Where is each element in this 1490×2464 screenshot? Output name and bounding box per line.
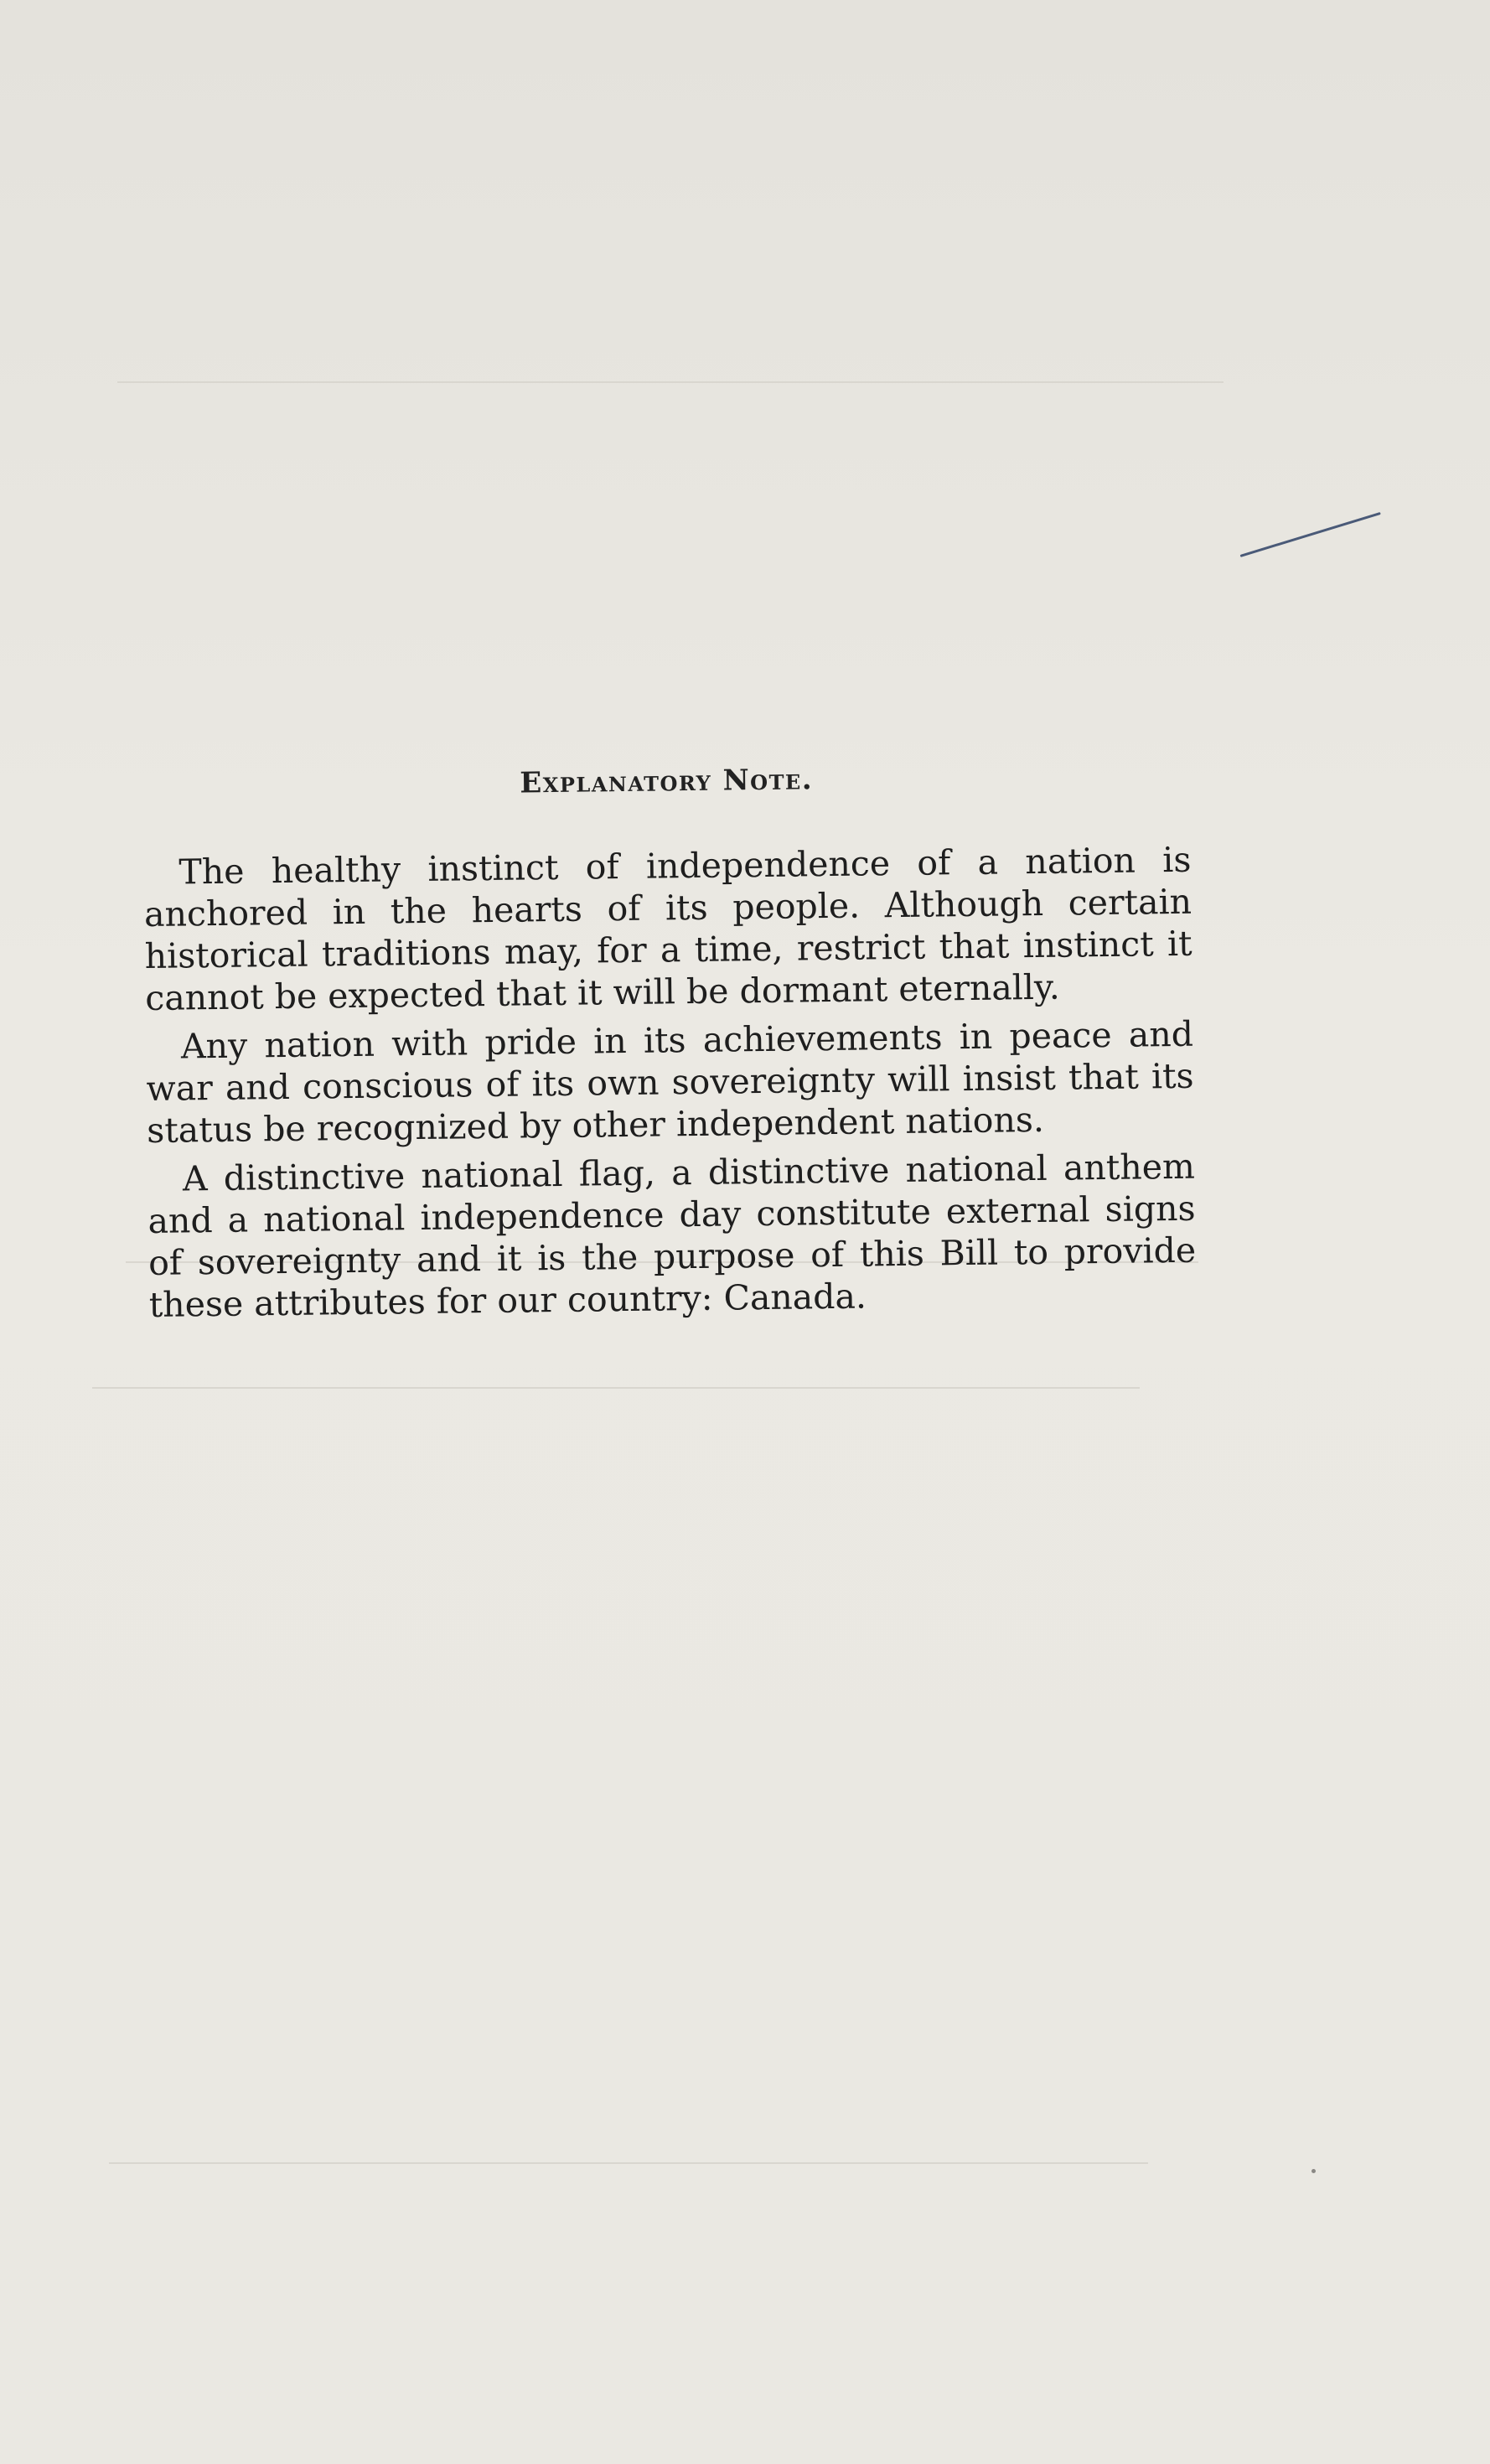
ink-dot [1312, 2169, 1316, 2173]
note-paragraph: A distinctive national flag, a distinctive national anthem and a national independence day constitute external signs of sovereignty and it is the purpose of this Bill to provide these attributes for our country: Canada. [147, 1146, 1197, 1325]
bleed-through-rule [117, 381, 1224, 383]
note-paragraph: Any nation with pride in its achievements in peace and war and conscious of its own sovereignty will insist that its status be recognized by other independent nations. [146, 1013, 1194, 1151]
explanatory-note [142, 758, 1197, 1333]
note-heading: Explanatory Note. [520, 763, 814, 800]
bleed-through-rule [109, 2162, 1148, 2164]
bleed-through-rule [92, 1387, 1140, 1389]
note-paragraph: The healthy instinct of independence of a nation is anchored in the hearts of its people. Although certain historical traditions may, for a time, restrict that instinct it cannot be expected that it will be dormant eternally. [143, 839, 1193, 1018]
pen-mark [1240, 512, 1381, 557]
